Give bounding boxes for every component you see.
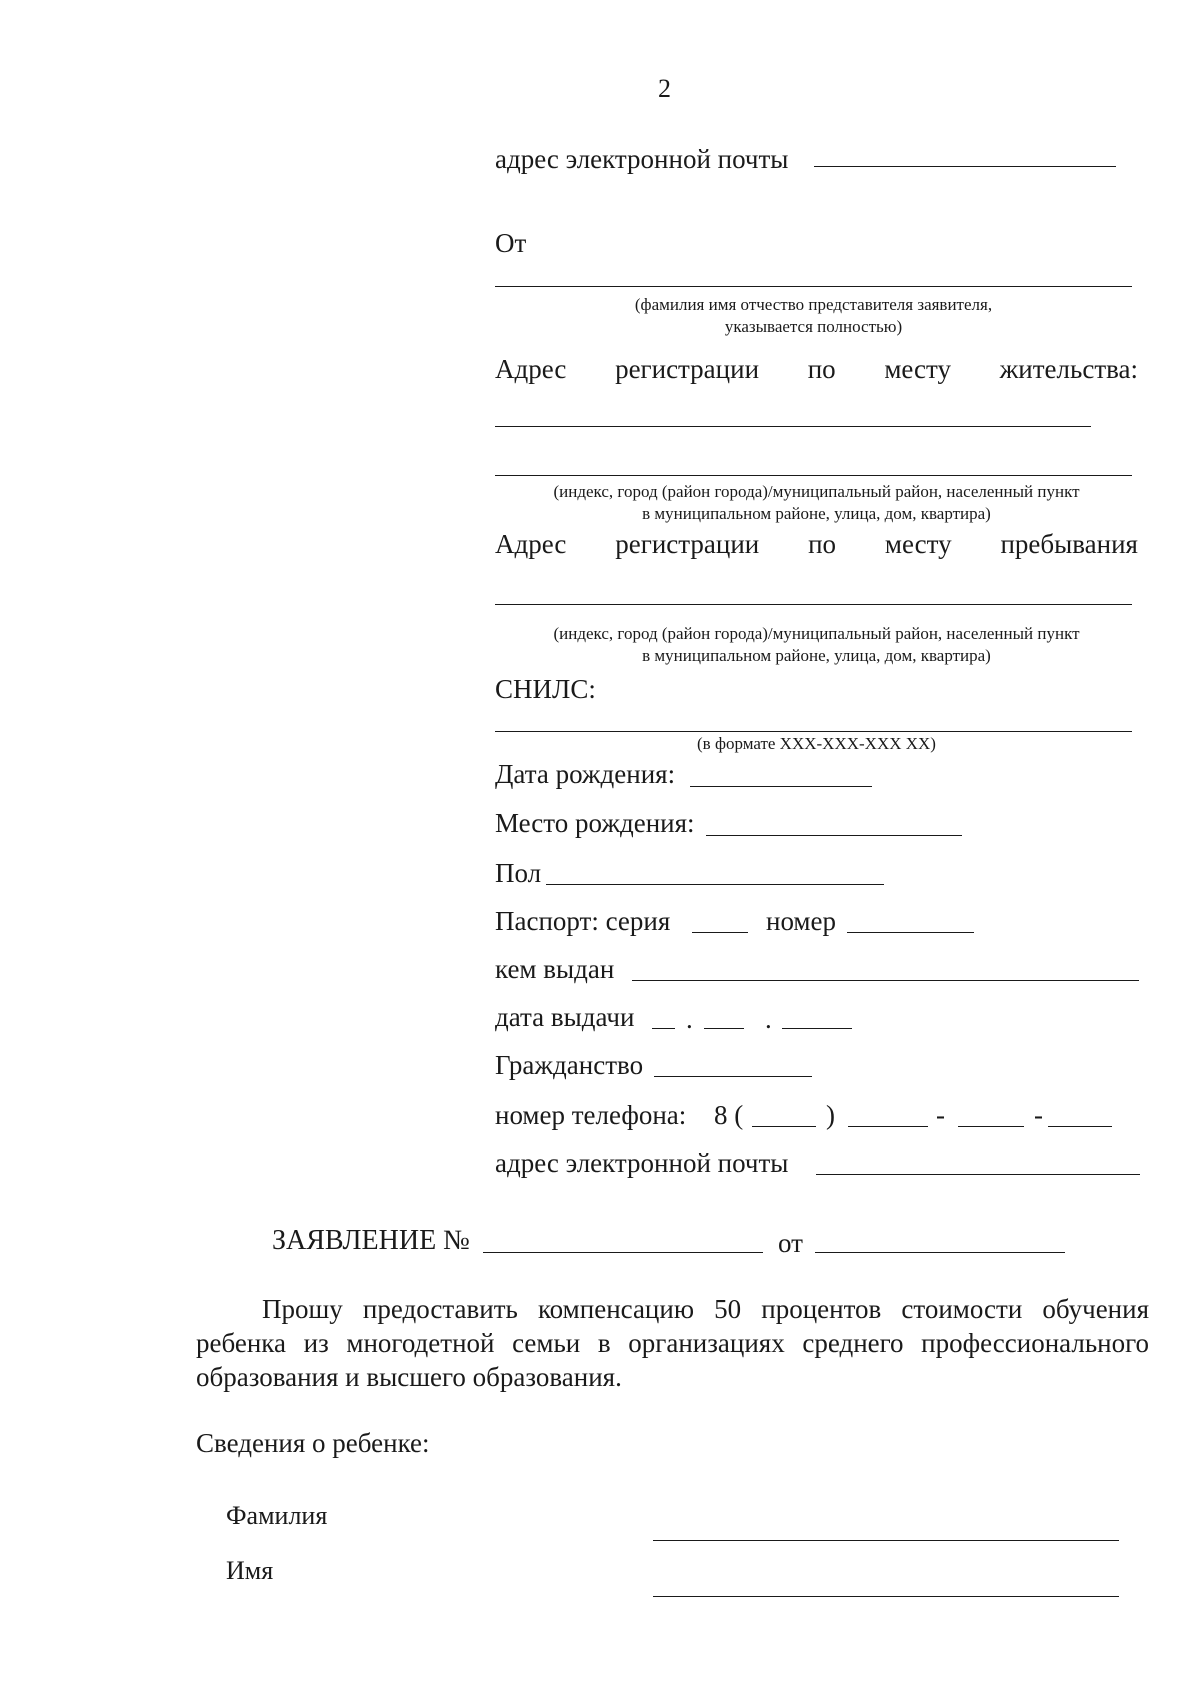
issue-date-sep-2: . [765,1004,772,1034]
residence-word: жительства: [999,354,1138,384]
request-line-3: образования и высшего образования. [196,1362,622,1392]
stay-word: пребывания [1000,529,1138,559]
passport-series-label: Паспорт: серия [495,906,671,936]
statement-date-field[interactable] [815,1252,1065,1253]
request-paragraph [196,1292,1149,1394]
issue-date-day-field[interactable] [652,1028,675,1029]
phone-close-paren: ) [826,1100,835,1130]
child-first-name-label: Имя [226,1556,274,1585]
citizenship-field[interactable] [654,1076,812,1077]
snils-caption: (в формате XXX-XXX-XXX XX) [697,734,936,753]
residence-word: регистрации [615,354,760,384]
page-number: 2 [658,74,671,103]
phone-label: номер телефона: [495,1100,687,1130]
residence-word: по [807,354,836,384]
stay-word: месту [884,529,952,559]
rep-name-caption-1: (фамилия имя отчество представителя заявителя, [634,295,993,314]
residence-word: Адрес [495,354,567,384]
issue-date-month-field[interactable] [704,1028,744,1029]
issued-by-field[interactable] [632,980,1139,981]
statement-title: ЗАЯВЛЕНИЕ № [272,1225,470,1256]
sex-field[interactable] [546,884,884,885]
passport-number-label: номер [766,906,837,936]
request-line-2: ребенка из многодетной семьи в организациях среднего профессионального [196,1328,1149,1358]
snils-label: СНИЛС: [495,674,596,704]
snils-field[interactable] [495,731,1132,732]
passport-series-field[interactable] [692,932,748,933]
birth-place-field[interactable] [706,835,962,836]
issue-date-sep-1: . [686,1004,693,1034]
residence-address-caption-1: (индекс, город (район города)/муниципальный район, населенный пункт [553,482,1080,501]
phone-dash-2: - [1034,1100,1043,1130]
stay-label [495,527,1138,561]
child-first-name-field[interactable] [653,1596,1119,1597]
birth-date-field[interactable] [690,786,872,787]
sex-label: Пол [495,858,542,888]
from-label: От [495,228,527,258]
stay-address-caption-1: (индекс, город (район города)/муниципальный район, населенный пункт [553,624,1080,643]
phone-part-3-field[interactable] [1048,1126,1112,1127]
child-info-label: Сведения о ребенке: [196,1428,430,1458]
phone-part-2-field[interactable] [958,1126,1024,1127]
top-email-field[interactable] [814,166,1116,167]
residence-address-caption-2: в муниципальном районе, улица, дом, квартира) [642,504,991,523]
phone-prefix: 8 ( [714,1100,744,1130]
stay-address-caption-2: в муниципальном районе, улица, дом, квартира) [642,646,991,665]
top-email-label: адрес электронной почты [495,144,789,174]
child-last-name-field[interactable] [653,1540,1119,1541]
statement-from-label: от [778,1228,803,1258]
phone-part-1-field[interactable] [848,1126,928,1127]
phone-area-code-field[interactable] [752,1126,816,1127]
bottom-email-field[interactable] [816,1174,1140,1175]
stay-word: регистрации [615,529,760,559]
residence-address-field-1[interactable] [495,426,1091,427]
stay-address-field[interactable] [495,604,1132,605]
bottom-email-label: адрес электронной почты [495,1148,789,1178]
stay-word: Адрес [495,529,567,559]
residence-label [495,352,1138,386]
statement-number-field[interactable] [483,1252,763,1253]
phone-dash-1: - [936,1100,945,1130]
rep-name-field[interactable] [495,286,1132,287]
stay-word: по [808,529,837,559]
issue-date-year-field[interactable] [782,1028,852,1029]
issued-by-label: кем выдан [495,954,615,984]
residence-word: месту [884,354,951,384]
issue-date-label: дата выдачи [495,1002,635,1032]
child-last-name-label: Фамилия [226,1501,328,1530]
passport-number-field[interactable] [847,932,974,933]
residence-address-field-2[interactable] [495,475,1132,476]
rep-name-caption-2: указывается полностью) [724,317,903,336]
birth-place-label: Место рождения: [495,808,695,838]
request-line-1: Прошу предоставить компенсацию 50 процентов стоимости обучения [262,1294,1149,1324]
birth-date-label: Дата рождения: [495,759,676,789]
citizenship-label: Гражданство [495,1050,644,1080]
